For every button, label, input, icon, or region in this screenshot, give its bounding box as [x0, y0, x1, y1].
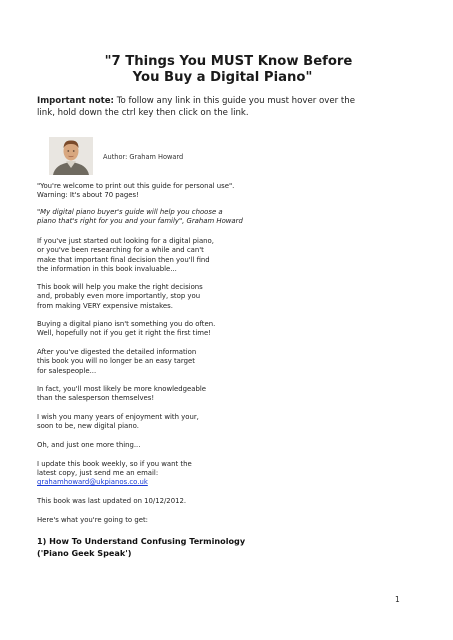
intro-paragraph-4: After you've digested the detailed information this book you will no longer be an easy target for salespeople... [37, 348, 197, 375]
update-paragraph: I update this book weekly, so if you want the latest copy, just send me an email: [37, 460, 192, 478]
author-portrait-icon [49, 137, 93, 175]
print-note: "You're welcome to print out this guide for personal use". Warning: It's about 70 pages! [37, 182, 235, 200]
intro-paragraph-5: In fact, you'll most likely be more knowledgeable than the salesperson themselves! [37, 385, 207, 403]
intro-paragraph-8: Here's what you're going to get: [37, 516, 148, 524]
author-quote: "My digital piano buyer's guide will help you choose a piano that's right for you and your family", Graham Howard [37, 208, 243, 226]
section-heading-1 [37, 536, 377, 559]
email-link[interactable]: grahamhoward@ukpianos.co.uk [37, 478, 148, 486]
important-note-label: Important note: [37, 96, 114, 106]
important-note-text: To follow any link in this guide you must hover over the link, hold down the ctrl key then click on the link. [37, 96, 356, 118]
last-updated-text: This book was last updated on 10/12/2012. [37, 497, 187, 505]
intro-paragraph-3: Buying a digital piano isn't something you do often. Well, hopefully not if you get it right the first time! [37, 320, 216, 338]
author-photo [49, 137, 93, 175]
intro-paragraph-6: I wish you many years of enjoyment with your, soon to be, new digital piano. [37, 413, 199, 431]
intro-paragraph-7: Oh, and just one more thing... [37, 441, 141, 449]
important-note [37, 95, 367, 119]
intro-paragraph-2: This book will help you make the right decisions and, probably even more importantly, stop you from making VERY expensive mistakes. [37, 283, 203, 310]
intro-paragraph-1: If you've just started out looking for a digital piano, or you've been researching for a while and can't make that important final decision then you'll find the information in this book invaluable... [37, 237, 214, 273]
document-title-line-1: "7 Things You MUST Know Before [104, 54, 353, 69]
page-number: 1 [395, 595, 400, 604]
section-heading-1-line-2: ('Piano Geek Speak') [37, 547, 132, 558]
section-heading-1-line-1: 1) How To Understand Confusing Terminology [37, 536, 246, 546]
document-title-line-2: You Buy a Digital Piano" [132, 70, 313, 85]
author-name: Author: Graham Howard [103, 153, 184, 161]
